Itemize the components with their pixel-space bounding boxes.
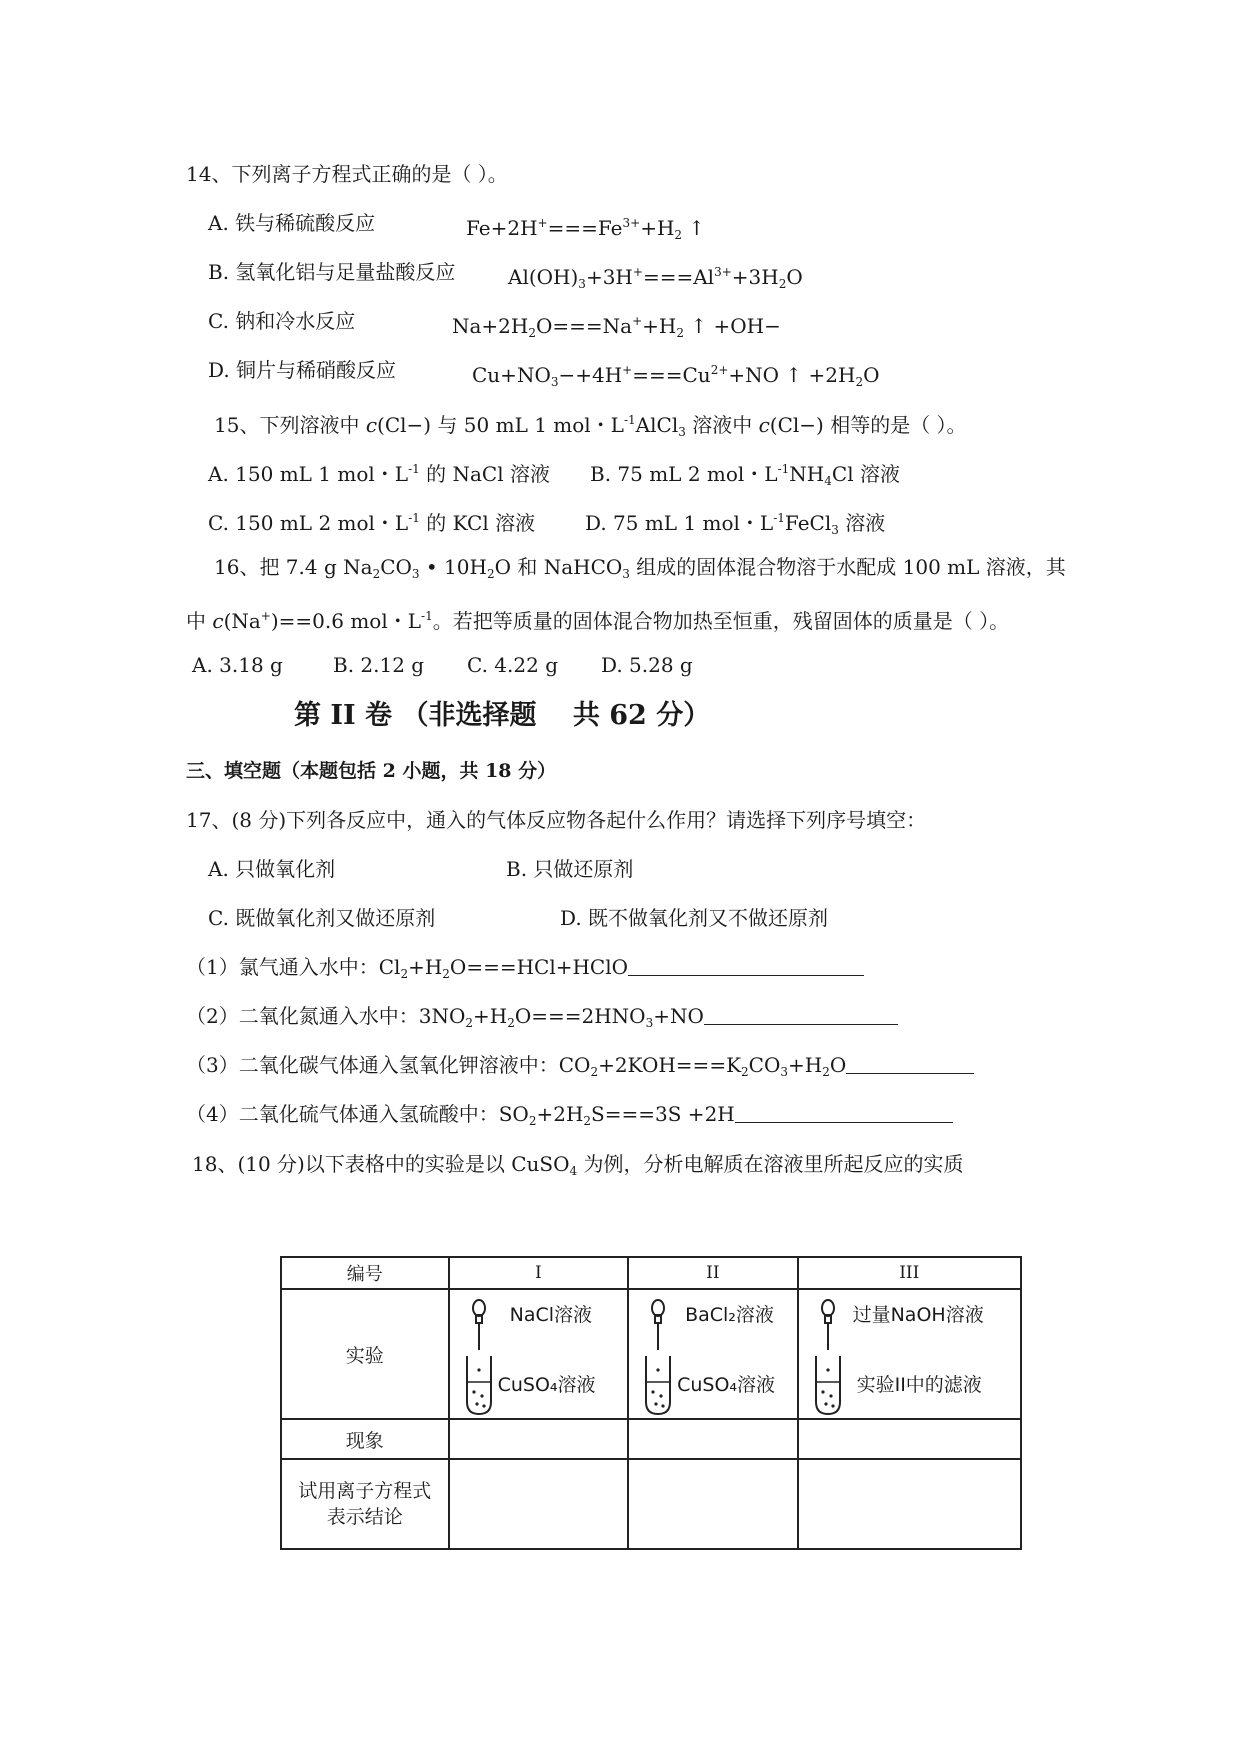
experiment-cell-1: [449, 1289, 628, 1419]
q15-option-d: D. 75 mL 1 mol・$L^{-1}FeCl_3$ 溶液: [585, 511, 886, 537]
solution-label: CuSO₄溶液: [677, 1374, 776, 1396]
answer-blank[interactable]: [704, 1004, 898, 1025]
answer-blank[interactable]: [735, 1102, 953, 1123]
q15-option-a: A. 150 mL 1 mol・$L^{-1}$ 的 NaCl 溶液: [208, 462, 550, 486]
q17-item-3: （3）二氧化碳气体通入氢氧化钾溶液中：$CO_2+2KOH===K_2CO_3+H_2O$: [186, 1051, 974, 1086]
experiment-table: [280, 1256, 1022, 1550]
q17-stem: 17、(8 分)下列各反应中，通入的气体反应物各起什么作用？请选择下列序号填空：: [186, 808, 927, 832]
q16-stem-line1: 16、把 7.4 g $Na_2CO_3$ • $10H_2O$ 和 NaHCO$_3$ 组成的固体混合物溶于水配成 100 mL 溶液，其: [214, 555, 1066, 581]
q16-option-b: B. 2.12 g: [333, 653, 425, 677]
test-tube-icon: [813, 1298, 843, 1421]
q15-option-b: B. 75 mL 2 mol・$L^{-1}NH_4Cl$ 溶液: [590, 462, 900, 488]
row-label-conclusion: 试用离子方程式表示结论: [281, 1459, 449, 1549]
reagent-label: NaCl溶液: [509, 1304, 593, 1326]
q14-option-c: C. 钠和冷水反应: [208, 309, 356, 333]
q16-stem-line2: 中 c(Na+)==0.6 mol・$L^{-1}$。若把等质量的固体混合物加热至恒重，残留固体的质量是（ ）。: [186, 609, 1010, 633]
q16-option-c: C. 4.22 g: [467, 653, 558, 677]
header-col-3: III: [798, 1257, 1021, 1289]
q17-item-4: （4）二氧化硫气体通入氢硫酸中：$SO_2+2H_2S===3S +2H$: [186, 1100, 953, 1135]
experiment-cell-2: [628, 1289, 798, 1419]
solution-label: CuSO₄溶液: [497, 1374, 596, 1396]
answer-cell[interactable]: [449, 1459, 628, 1549]
q14-option-a: [208, 209, 375, 237]
q17-item-1: （1）氯气通入水中：$Cl_2+H_2O===HCl+HClO$: [186, 953, 864, 988]
q15-option-c: C. 150 mL 2 mol・$L^{-1}$ 的 KCl 溶液: [208, 511, 536, 535]
row-label-phenomenon: 现象: [281, 1419, 449, 1459]
q17-choice-d: D. 既不做氧化剂又不做还原剂: [560, 906, 829, 930]
answer-cell[interactable]: [628, 1459, 798, 1549]
header-number: 编号: [281, 1257, 449, 1289]
q17-choice-b: B. 只做还原剂: [506, 857, 634, 881]
q14-option-d: D. 铜片与稀硝酸反应: [208, 358, 397, 382]
q16-option-a: A. 3.18 g: [192, 653, 283, 677]
solution-label: 实验II中的滤液: [856, 1374, 982, 1396]
section-title: 第 II 卷 （非选择题 共 62 分）: [294, 700, 711, 731]
answer-cell[interactable]: [798, 1459, 1021, 1549]
q14-option-b-equation: $Al(OH)_3+3H^+===Al^{3+}+3H_2O$: [508, 265, 803, 291]
q14-option-c-equation: $Na+2H_2O===Na^++H_2$ ↑ +OH−: [452, 314, 781, 340]
reagent-label: 过量NaOH溶液: [852, 1304, 984, 1326]
q14-option-b: B. 氢氧化铝与足量盐酸反应: [208, 260, 456, 284]
answer-blank[interactable]: [628, 955, 864, 976]
header-col-2: II: [628, 1257, 798, 1289]
q14-option-a-equation: $Fe+2H^+===Fe^{3+}+H_2$ ↑: [466, 216, 706, 242]
q18-stem: 18、(10 分)以下表格中的实验是以 CuSO$_4$ 为例，分析电解质在溶液里所起反应的实质: [192, 1152, 964, 1178]
q17-choice-a: A. 只做氧化剂: [208, 857, 336, 881]
experiment-cell-3: [798, 1289, 1021, 1419]
answer-blank[interactable]: [846, 1053, 974, 1074]
q15-stem: 15、下列溶液中 c(Cl−) 与 50 mL 1 mol・$L^{-1}AlCl_3$ 溶液中 c(Cl−) 相等的是（ ）。: [214, 413, 967, 439]
answer-cell[interactable]: [798, 1419, 1021, 1459]
option-label: A. 铁与稀硫酸反应: [208, 211, 376, 235]
section-subtitle: 三、填空题（本题包括 2 小题，共 18 分）: [186, 760, 557, 782]
q14-stem: 14、下列离子方程式正确的是（ ）。: [186, 162, 508, 186]
q17-choice-c: C. 既做氧化剂又做还原剂: [208, 906, 436, 930]
header-col-1: I: [449, 1257, 628, 1289]
q16-option-d: D. 5.28 g: [601, 653, 693, 677]
q17-item-2: （2）二氧化氮通入水中：$3NO_2+H_2O===2HNO_3+NO$: [186, 1002, 898, 1037]
test-tube-icon: [643, 1298, 673, 1421]
q14-option-d-equation: $Cu+NO_3-+4H^+===Cu^{2+}+NO$ ↑ $+2H_2O$: [472, 363, 880, 389]
answer-cell[interactable]: [628, 1419, 798, 1459]
reagent-label: BaCl₂溶液: [685, 1304, 774, 1326]
row-label-experiment: 实验: [281, 1289, 449, 1419]
answer-cell[interactable]: [449, 1419, 628, 1459]
test-tube-icon: [464, 1298, 494, 1421]
